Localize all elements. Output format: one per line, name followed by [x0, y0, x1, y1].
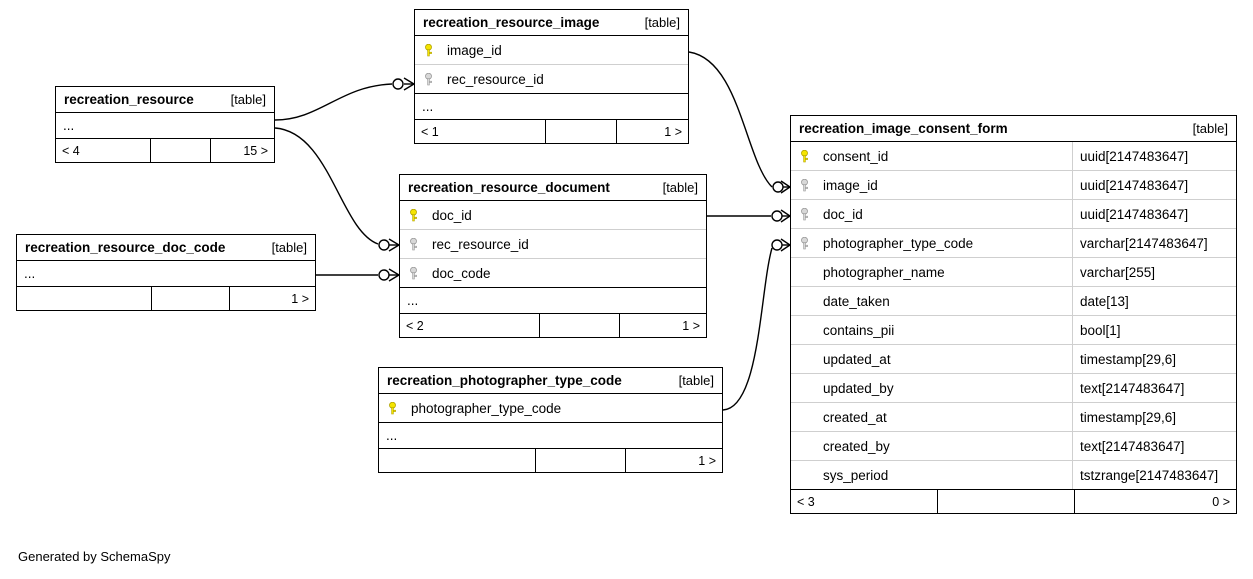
table-row[interactable]: [791, 229, 1236, 258]
column-name: updated_at: [823, 351, 891, 367]
table-kind: [table]: [662, 179, 698, 195]
table-footer: [56, 139, 274, 162]
primary-key-icon: [379, 401, 405, 415]
table-kind: [table]: [644, 14, 680, 30]
column-type: uuid[2147483647]: [1072, 142, 1236, 170]
column-type: timestamp[29,6]: [1072, 345, 1236, 373]
table-row[interactable]: [791, 432, 1236, 461]
table-title: [415, 10, 688, 36]
column-name: photographer_name: [823, 264, 945, 280]
table-row[interactable]: [791, 403, 1236, 432]
column-type: text[2147483647]: [1072, 374, 1236, 402]
table-title: [400, 175, 706, 201]
table-row[interactable]: [400, 201, 706, 230]
foreign-key-icon: [791, 236, 817, 250]
table-row[interactable]: [791, 258, 1236, 287]
table-row[interactable]: [791, 287, 1236, 316]
child-count: 1 >: [291, 291, 309, 306]
column-name: created_by: [823, 438, 890, 454]
parent-count: < 3: [791, 490, 938, 513]
column-name: image_id: [823, 177, 878, 193]
parent-count: < 4: [56, 139, 151, 162]
column-type: uuid[2147483647]: [1072, 200, 1236, 228]
footer-middle: [152, 287, 230, 310]
column-type: varchar[255]: [1072, 258, 1236, 286]
table-name: recreation_resource: [64, 91, 194, 107]
more-columns-indicator: ...: [400, 288, 706, 314]
table-name: recreation_resource_image: [423, 14, 600, 30]
table-name: recreation_photographer_type_code: [387, 372, 622, 388]
parent-count: [379, 449, 536, 472]
table-row[interactable]: [791, 316, 1236, 345]
parent-count: < 2: [400, 314, 540, 337]
foreign-key-icon: [415, 72, 441, 86]
more-columns-indicator: ...: [415, 94, 688, 120]
table-row[interactable]: [791, 345, 1236, 374]
table-name: recreation_image_consent_form: [799, 120, 1008, 136]
parent-count: [17, 287, 152, 310]
table-row[interactable]: [791, 200, 1236, 229]
child-count: 1 >: [682, 318, 700, 333]
table-title: [379, 368, 722, 394]
table-recreation-resource-image[interactable]: [414, 9, 689, 144]
table-name: recreation_resource_document: [408, 179, 610, 195]
table-footer: [379, 449, 722, 472]
table-recreation-resource-document[interactable]: [399, 174, 707, 338]
more-columns-indicator: ...: [379, 423, 722, 449]
table-row[interactable]: [400, 259, 706, 288]
child-count: 0 >: [1212, 494, 1230, 509]
column-type: date[13]: [1072, 287, 1236, 315]
column-name: doc_code: [432, 265, 491, 281]
table-kind: [table]: [230, 91, 266, 107]
child-count: 1 >: [664, 124, 682, 139]
more-columns-indicator: ...: [56, 113, 274, 139]
table-title: [17, 235, 315, 261]
footer-middle: [540, 314, 620, 337]
primary-key-icon: [400, 208, 426, 222]
table-kind: [table]: [678, 372, 714, 388]
column-type: tstzrange[2147483647]: [1072, 461, 1236, 489]
footer-middle: [536, 449, 626, 472]
generated-by-label: Generated by SchemaSpy: [18, 549, 171, 564]
table-row[interactable]: [415, 65, 688, 94]
table-row[interactable]: [791, 171, 1236, 200]
column-name: created_at: [823, 409, 887, 425]
footer-middle: [151, 139, 211, 162]
foreign-key-icon: [400, 266, 426, 280]
table-row[interactable]: [791, 142, 1236, 171]
table-row[interactable]: [379, 394, 722, 423]
foreign-key-icon: [791, 178, 817, 192]
column-name: sys_period: [823, 467, 889, 483]
column-type: varchar[2147483647]: [1072, 229, 1236, 257]
table-recreation-resource[interactable]: [55, 86, 275, 163]
column-name: photographer_type_code: [411, 400, 562, 416]
foreign-key-icon: [791, 207, 817, 221]
table-name: recreation_resource_doc_code: [25, 239, 226, 255]
column-name: updated_by: [823, 380, 894, 396]
table-row[interactable]: [791, 374, 1236, 403]
column-name: consent_id: [823, 148, 889, 164]
more-columns-indicator: ...: [17, 261, 315, 287]
column-name: photographer_type_code: [823, 235, 974, 251]
column-name: doc_id: [823, 206, 863, 222]
column-type: bool[1]: [1072, 316, 1236, 344]
column-name: rec_resource_id: [447, 71, 544, 87]
table-title: [791, 116, 1236, 142]
footer-middle: [546, 120, 617, 143]
table-row[interactable]: [415, 36, 688, 65]
column-name: rec_resource_id: [432, 236, 529, 252]
column-name: contains_pii: [823, 322, 895, 338]
table-title: [56, 87, 274, 113]
column-type: uuid[2147483647]: [1072, 171, 1236, 199]
parent-count: < 1: [415, 120, 546, 143]
table-recreation-image-consent-form[interactable]: [790, 115, 1237, 514]
column-name: date_taken: [823, 293, 890, 309]
foreign-key-icon: [400, 237, 426, 251]
child-count: 1 >: [698, 453, 716, 468]
table-footer: [415, 120, 688, 143]
footer-middle: [938, 490, 1075, 513]
table-recreation-photographer-type-code[interactable]: [378, 367, 723, 473]
table-footer: [17, 287, 315, 310]
table-footer: [400, 314, 706, 337]
column-type: timestamp[29,6]: [1072, 403, 1236, 431]
column-name: image_id: [447, 42, 502, 58]
table-row[interactable]: [791, 461, 1236, 490]
column-name: doc_id: [432, 207, 472, 223]
primary-key-icon: [415, 43, 441, 57]
child-count: 15 >: [243, 143, 268, 158]
column-type: text[2147483647]: [1072, 432, 1236, 460]
table-kind: [table]: [1192, 120, 1228, 136]
table-row[interactable]: [400, 230, 706, 259]
primary-key-icon: [791, 149, 817, 163]
table-recreation-resource-doc-code[interactable]: [16, 234, 316, 311]
table-kind: [table]: [271, 239, 307, 255]
table-footer: [791, 490, 1236, 513]
